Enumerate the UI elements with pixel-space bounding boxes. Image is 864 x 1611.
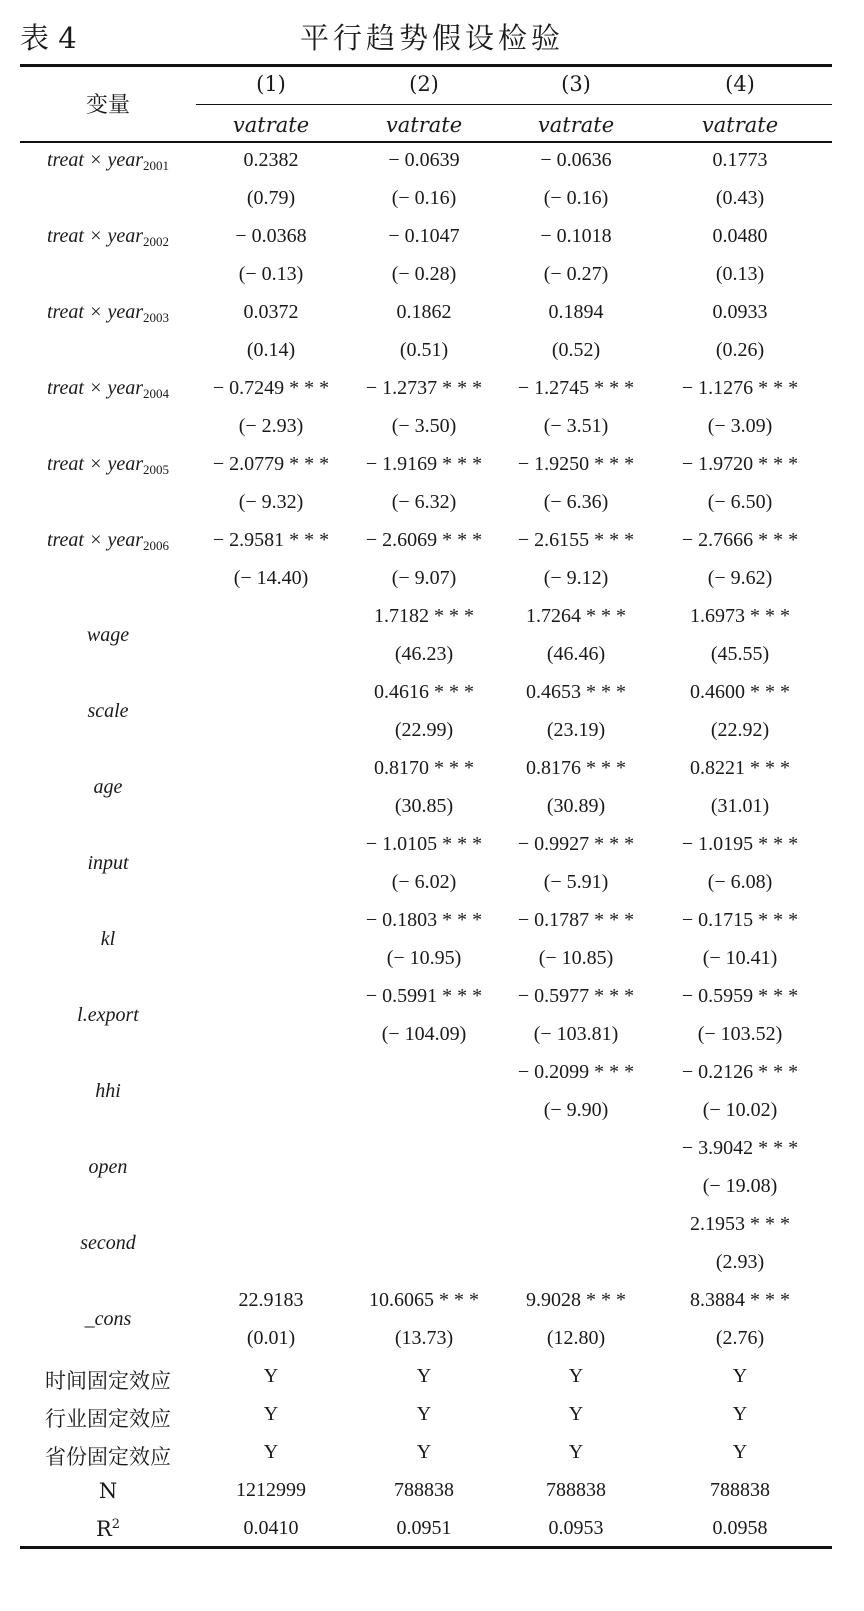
table-number: 表 4 [20, 21, 77, 55]
coefficient-cell: − 0.1047 [388, 225, 460, 247]
coefficient-cell: 2.1953 * * * [690, 1213, 790, 1235]
t-stat-cell: (23.19) [546, 719, 606, 741]
t-stat-cell: (31.01) [710, 795, 770, 817]
column-number: (1) [256, 72, 286, 96]
footer-label-text: R [95, 1517, 112, 1541]
row-label [20, 529, 196, 554]
t-stat-cell: (− 6.36) [543, 491, 609, 513]
coefficient-cell: − 0.1018 [540, 225, 612, 247]
row-label-year: 2004 [143, 386, 170, 401]
row-label-text: age [93, 776, 123, 798]
variable-header: 变量 [85, 93, 130, 118]
dependent-variable: vatrate [537, 113, 615, 137]
coefficient-cell: 0.8221 * * * [690, 757, 790, 779]
row-label-text: second [80, 1232, 136, 1254]
footer-cell: Y [416, 1365, 432, 1387]
coefficient-cell: 0.2382 [243, 149, 299, 171]
footer-cell: 788838 [394, 1479, 454, 1501]
row-label [20, 377, 196, 402]
row-label [20, 624, 196, 647]
row-label-text: scale [87, 700, 129, 722]
footer-label-text: N [98, 1479, 118, 1503]
t-stat-cell: (12.80) [546, 1327, 606, 1349]
header-rule [20, 141, 832, 143]
coefficient-cell: − 0.5959 * * * [681, 985, 799, 1007]
t-stat-cell: (− 9.32) [238, 491, 304, 513]
t-stat-cell: (− 9.07) [391, 567, 457, 589]
footer-cell: Y [732, 1365, 748, 1387]
footer-cell: 788838 [546, 1479, 606, 1501]
coefficient-cell: 0.4616 * * * [374, 681, 474, 703]
row-label [20, 1232, 196, 1255]
coefficient-cell: − 1.9720 * * * [681, 453, 799, 475]
t-stat-cell: (0.26) [715, 339, 765, 361]
coefficient-cell: − 0.1715 * * * [681, 909, 799, 931]
bottom-rule [20, 1546, 832, 1549]
row-label-text: input [87, 852, 129, 874]
row-label-year: 2002 [143, 234, 170, 249]
coefficient-cell: − 0.9927 * * * [517, 833, 635, 855]
row-label-text: treat × year [46, 301, 144, 323]
table-title: 平行趋势假设检验 [300, 21, 565, 55]
t-stat-cell: (− 104.09) [381, 1023, 467, 1045]
t-stat-cell: (− 10.95) [386, 947, 462, 969]
row-label-text: open [88, 1156, 128, 1178]
t-stat-cell: (0.14) [246, 339, 296, 361]
t-stat-cell: (− 103.52) [697, 1023, 783, 1045]
row-label-year: 2003 [143, 310, 170, 325]
coefficient-cell: − 0.0636 [540, 149, 612, 171]
row-label-text: treat × year [46, 149, 144, 171]
coefficient-cell: − 0.2126 * * * [681, 1061, 799, 1083]
row-label [20, 1080, 196, 1103]
coefficient-cell: − 0.0639 [388, 149, 460, 171]
footer-cell: Y [263, 1403, 279, 1425]
column-number: (3) [561, 72, 591, 96]
footer-cell: 0.0958 [712, 1517, 768, 1539]
t-stat-cell: (2.93) [715, 1251, 765, 1273]
coefficient-cell: − 1.9250 * * * [517, 453, 635, 475]
row-label-text: treat × year [46, 453, 144, 475]
coefficient-cell: − 0.1787 * * * [517, 909, 635, 931]
footer-cell: Y [732, 1441, 748, 1463]
t-stat-cell: (− 10.41) [702, 947, 778, 969]
row-label [20, 1156, 196, 1179]
row-label-text: l.export [77, 1004, 139, 1026]
t-stat-cell: (− 14.40) [233, 567, 309, 589]
row-label-text: wage [86, 624, 130, 646]
footer-label [20, 1441, 196, 1471]
t-stat-cell: (− 5.91) [543, 871, 609, 893]
dependent-variable: vatrate [232, 113, 310, 137]
coefficient-cell: − 0.7249 * * * [212, 377, 330, 399]
row-label [20, 700, 196, 723]
coefficient-cell: 0.4600 * * * [690, 681, 790, 703]
footer-label-superscript: 2 [111, 1517, 121, 1532]
coefficient-cell: − 1.0105 * * * [365, 833, 483, 855]
coefficient-cell: − 1.2737 * * * [365, 377, 483, 399]
dependent-variable: vatrate [385, 113, 463, 137]
t-stat-cell: (13.73) [394, 1327, 454, 1349]
t-stat-cell: (− 10.85) [538, 947, 614, 969]
t-stat-cell: (− 0.16) [391, 187, 457, 209]
coefficient-cell: − 0.5991 * * * [365, 985, 483, 1007]
t-stat-cell: (− 6.50) [707, 491, 773, 513]
row-label-text: kl [100, 928, 116, 950]
t-stat-cell: (− 2.93) [238, 415, 304, 437]
t-stat-cell: (− 9.62) [707, 567, 773, 589]
footer-cell: Y [568, 1403, 584, 1425]
coefficient-cell: 0.0933 [712, 301, 768, 323]
coefficient-cell: − 1.2745 * * * [517, 377, 635, 399]
coefficient-cell: 22.9183 [238, 1289, 304, 1311]
t-stat-cell: (22.99) [394, 719, 454, 741]
coefficient-cell: 0.1862 [396, 301, 452, 323]
coefficient-cell: − 0.1803 * * * [365, 909, 483, 931]
t-stat-cell: (0.79) [246, 187, 296, 209]
coefficient-cell: − 1.1276 * * * [681, 377, 799, 399]
t-stat-cell: (− 6.02) [391, 871, 457, 893]
t-stat-cell: (0.51) [399, 339, 449, 361]
row-label [20, 928, 196, 951]
footer-cell: 0.0953 [548, 1517, 604, 1539]
t-stat-cell: (− 9.90) [543, 1099, 609, 1121]
row-label-year: 2006 [143, 538, 170, 553]
coefficient-cell: 0.8170 * * * [374, 757, 474, 779]
table-caption [20, 12, 830, 56]
t-stat-cell: (30.85) [394, 795, 454, 817]
t-stat-cell: (− 0.28) [391, 263, 457, 285]
footer-label [20, 1403, 196, 1433]
t-stat-cell: (− 0.27) [543, 263, 609, 285]
column-number: (4) [725, 72, 755, 96]
coefficient-cell: − 0.0368 [235, 225, 307, 247]
t-stat-cell: (− 0.16) [543, 187, 609, 209]
row-label [20, 776, 196, 799]
row-label-year: 2001 [143, 158, 170, 173]
coefficient-cell: 0.0372 [243, 301, 299, 323]
t-stat-cell: (0.43) [715, 187, 765, 209]
coefficient-cell: 0.8176 * * * [526, 757, 626, 779]
t-stat-cell: (− 3.09) [707, 415, 773, 437]
t-stat-cell: (− 6.32) [391, 491, 457, 513]
coefficient-cell: − 1.0195 * * * [681, 833, 799, 855]
coefficient-cell: − 2.9581 * * * [212, 529, 330, 551]
footer-label-text: 省份固定效应 [45, 1445, 171, 1469]
t-stat-cell: (2.76) [715, 1327, 765, 1349]
dependent-variable: vatrate [701, 113, 779, 137]
coefficient-cell: − 2.6069 * * * [365, 529, 483, 551]
t-stat-cell: (0.13) [715, 263, 765, 285]
footer-cell: 0.0410 [243, 1517, 299, 1539]
row-label [20, 453, 196, 478]
row-label [20, 149, 196, 174]
coefficient-cell: 10.6065 * * * [369, 1289, 479, 1311]
footer-cell: Y [416, 1441, 432, 1463]
footer-label [20, 1517, 196, 1541]
t-stat-cell: (− 6.08) [707, 871, 773, 893]
coefficient-cell: 0.0480 [712, 225, 768, 247]
footer-label-text: 时间固定效应 [45, 1369, 171, 1393]
coefficient-cell: − 2.7666 * * * [681, 529, 799, 551]
row-label [20, 1308, 196, 1331]
t-stat-cell: (− 103.81) [533, 1023, 619, 1045]
footer-cell: Y [263, 1441, 279, 1463]
footer-cell: 1212999 [236, 1479, 306, 1501]
coefficient-cell: − 0.2099 * * * [517, 1061, 635, 1083]
row-label-year: 2005 [143, 462, 170, 477]
t-stat-cell: (0.01) [246, 1327, 296, 1349]
row-label-text: treat × year [46, 225, 144, 247]
t-stat-cell: (− 9.12) [543, 567, 609, 589]
coefficient-cell: 9.9028 * * * [526, 1289, 626, 1311]
coefficient-cell: 1.7264 * * * [526, 605, 626, 627]
coefficient-cell: − 3.9042 * * * [681, 1137, 799, 1159]
footer-cell: 0.0951 [396, 1517, 452, 1539]
row-label-text: treat × year [46, 377, 144, 399]
t-stat-cell: (30.89) [546, 795, 606, 817]
top-rule [20, 64, 832, 67]
t-stat-cell: (0.52) [551, 339, 601, 361]
footer-cell: 788838 [710, 1479, 770, 1501]
coefficient-cell: 8.3884 * * * [690, 1289, 790, 1311]
column-number: (2) [409, 72, 439, 96]
footer-label [20, 1479, 196, 1503]
t-stat-cell: (46.23) [394, 643, 454, 665]
t-stat-cell: (22.92) [710, 719, 770, 741]
t-stat-cell: (− 0.13) [238, 263, 304, 285]
footer-label [20, 1365, 196, 1395]
coefficient-cell: 0.1894 [548, 301, 604, 323]
footer-cell: Y [568, 1365, 584, 1387]
row-label-text: hhi [95, 1080, 121, 1102]
t-stat-cell: (46.46) [546, 643, 606, 665]
row-label-text: _cons [84, 1308, 132, 1330]
row-label [20, 301, 196, 326]
coefficient-cell: 0.1773 [712, 149, 768, 171]
coefficient-cell: − 2.0779 * * * [212, 453, 330, 475]
footer-cell: Y [568, 1441, 584, 1463]
t-stat-cell: (− 3.50) [391, 415, 457, 437]
t-stat-cell: (− 19.08) [702, 1175, 778, 1197]
row-label [20, 1004, 196, 1027]
coefficient-cell: − 1.9169 * * * [365, 453, 483, 475]
header-sub-rule [196, 104, 832, 105]
row-label-text: treat × year [46, 529, 144, 551]
coefficient-cell: − 0.5977 * * * [517, 985, 635, 1007]
row-label [20, 852, 196, 875]
t-stat-cell: (− 10.02) [702, 1099, 778, 1121]
footer-cell: Y [732, 1403, 748, 1425]
coefficient-cell: − 2.6155 * * * [517, 529, 635, 551]
coefficient-cell: 1.7182 * * * [374, 605, 474, 627]
footer-label-text: 行业固定效应 [45, 1407, 171, 1431]
footer-cell: Y [416, 1403, 432, 1425]
footer-cell: Y [263, 1365, 279, 1387]
t-stat-cell: (45.55) [710, 643, 770, 665]
t-stat-cell: (− 3.51) [543, 415, 609, 437]
coefficient-cell: 0.4653 * * * [526, 681, 626, 703]
row-label [20, 225, 196, 250]
coefficient-cell: 1.6973 * * * [690, 605, 790, 627]
